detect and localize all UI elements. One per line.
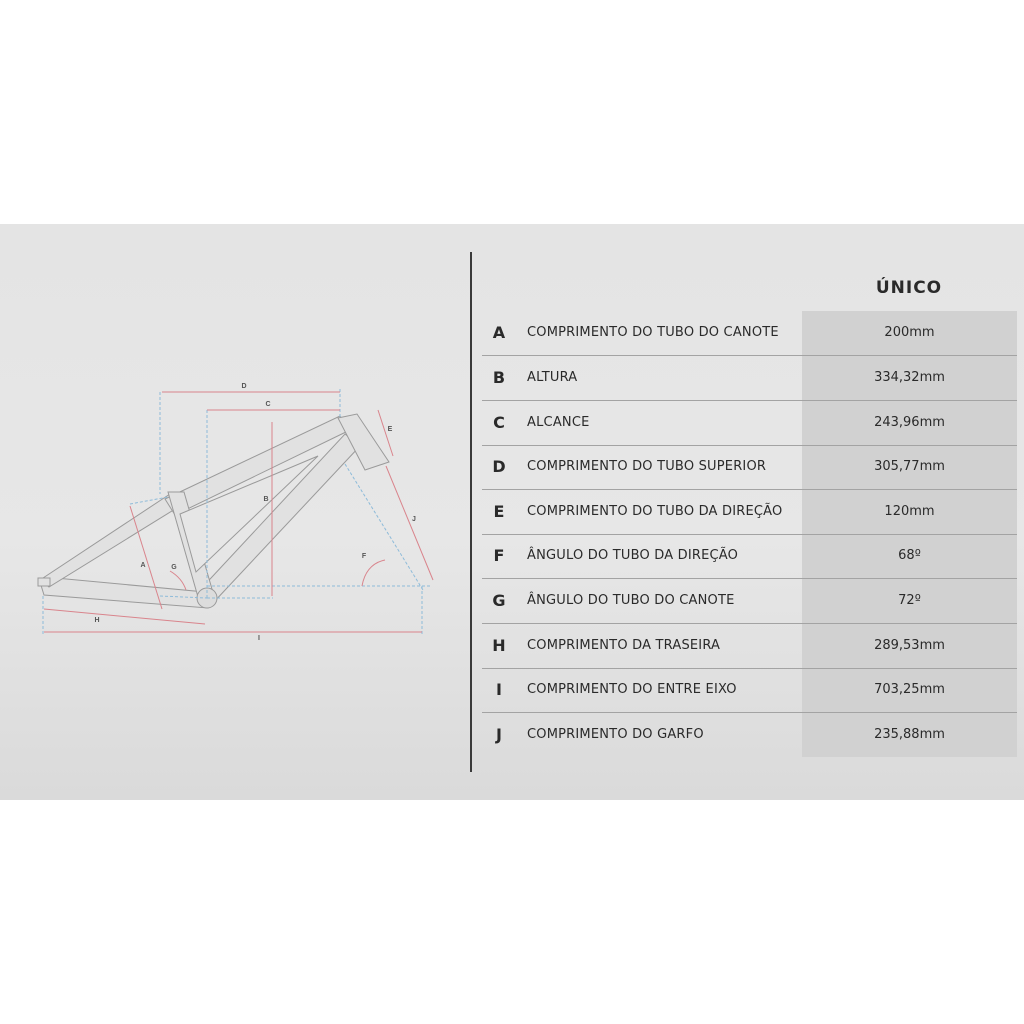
row-value: 235,88mm [874,727,945,742]
row-value: 289,53mm [874,638,945,653]
measure-J [386,466,433,580]
table-row [482,668,1017,712]
label-A: A [140,562,146,569]
row-value: 200mm [884,325,935,340]
row-label: ÂNGULO DO TUBO DA DIREÇÃO [527,548,739,563]
row-label: ALCANCE [527,415,590,430]
row-value: 72º [898,593,921,608]
row-label: COMPRIMENTO DO TUBO SUPERIOR [527,459,767,474]
row-letter: I [496,680,502,699]
row-letter: B [492,368,506,387]
row-letter: G [492,591,506,610]
table-row [482,579,1017,623]
panel-divider [470,252,472,772]
table-row [482,490,1017,534]
label-E: E [387,426,393,433]
row-label: ÂNGULO DO TUBO DO CANOTE [527,593,735,608]
row-value: 243,96mm [874,415,945,430]
row-label: COMPRIMENTO DO ENTRE EIXO [527,682,737,697]
label-C: C [265,401,271,408]
label-G: G [171,564,177,571]
label-J: J [412,516,416,523]
table-row [482,445,1017,489]
label-F: F [361,553,367,560]
row-letter: H [492,636,506,655]
row-value: 68º [898,548,921,563]
size-column-header: ÚNICO [875,278,943,298]
label-D: D [241,383,247,390]
dropout [38,578,50,586]
table-row [482,401,1017,445]
table-row [482,356,1017,400]
bike-frame-diagram [0,224,470,800]
table-row [482,534,1017,578]
table-row [482,713,1017,757]
row-value: 703,25mm [874,682,945,697]
row-letter: F [493,546,505,565]
row-letter: D [492,457,506,476]
row-label: COMPRIMENTO DO TUBO DO CANOTE [527,325,779,340]
geometry-panel [0,224,1024,800]
table-row [482,311,1017,355]
row-label: ALTURA [527,370,578,385]
label-B: B [263,496,269,503]
row-value: 120mm [884,504,935,519]
row-label: COMPRIMENTO DO TUBO DA DIREÇÃO [527,504,783,519]
chainstay-tube [40,577,208,608]
row-letter: E [493,502,505,521]
frame-outline [40,414,389,608]
label-I: I [258,635,260,642]
row-label: COMPRIMENTO DO GARFO [527,727,704,742]
row-value: 305,77mm [874,459,945,474]
label-H: H [94,617,100,624]
row-letter: C [493,413,505,432]
row-value: 334,32mm [874,370,945,385]
row-letter: J [496,725,502,744]
measure-F [362,560,385,586]
seatstay-tube [40,494,180,587]
table-row [482,624,1017,668]
measure-G [170,571,186,590]
measure-H [44,609,205,624]
row-letter: A [492,323,506,342]
row-label: COMPRIMENTO DA TRASEIRA [527,638,721,653]
